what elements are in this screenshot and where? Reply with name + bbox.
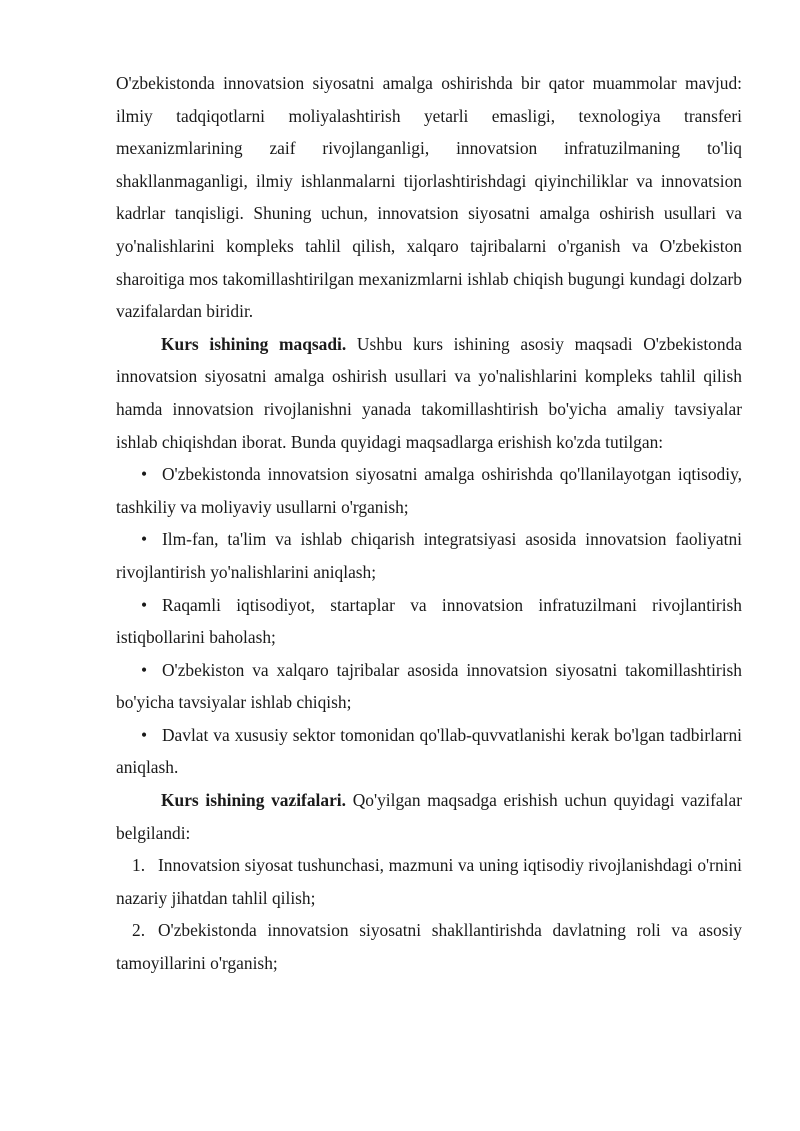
numbered-item <box>116 914 742 979</box>
bullet-icon: • <box>141 724 148 745</box>
item-number: 2. <box>132 920 146 941</box>
numbered-item <box>116 849 742 914</box>
list-item <box>116 719 742 784</box>
numbered-item-text: Innovatsion siyosat tushunchasi, mazmuni va uning iqtisodiy rivojlanishdagi o'rnini nazariy jihatdan tahlil qilish; <box>116 855 742 908</box>
list-item <box>116 523 742 588</box>
goal-text: Ushbu kurs ishining asosiy maqsadi O'zbekistonda innovatsion siyosatni amalga oshirish usullari va yo'nalishlarini kompleks tahlil qilish hamda innovatsion rivojlanishni yanada takomillashtirish bo'yicha amaliy tavsiyalar ishlab chiqishdan iborat. Bunda quyidagi maqsadlarga erishish ko'zda tutilgan: <box>116 333 742 452</box>
tasks-paragraph <box>116 784 742 849</box>
goal-list <box>116 458 742 784</box>
list-item <box>116 589 742 654</box>
list-item <box>116 654 742 719</box>
bullet-icon: • <box>141 659 148 680</box>
bullet-icon: • <box>141 529 148 550</box>
goal-paragraph <box>116 328 742 458</box>
bullet-icon: • <box>141 464 148 485</box>
tasks-list <box>116 849 742 979</box>
goal-heading: Kurs ishining maqsadi. <box>161 333 347 354</box>
list-item-text: Davlat va xususiy sektor tomonidan qo'llab-quvvatlanishi kerak bo'lgan tadbirlarni aniqlash. <box>116 724 742 778</box>
list-item-text: O'zbekiston va xalqaro tajribalar asosida innovatsion siyosatni takomillashtirish bo'yicha tavsiyalar ishlab chiqish; <box>116 659 742 713</box>
item-number: 1. <box>132 855 146 876</box>
list-item-text: Ilm-fan, ta'lim va ishlab chiqarish integratsiyasi asosida innovatsion faoliyatni rivojlantirish yo'nalishlarini aniqlash; <box>116 529 742 582</box>
numbered-item-text: O'zbekistonda innovatsion siyosatni shakllantirishda davlatning roli va asosiy tamoyillarini o'rganish; <box>116 920 742 974</box>
bullet-icon: • <box>141 594 148 615</box>
list-item <box>116 458 742 523</box>
tasks-heading: Kurs ishining vazifalari. <box>161 790 346 811</box>
tasks-text: Qo'yilgan maqsadga erishish uchun quyidagi vazifalar belgilandi: <box>116 790 742 843</box>
intro-paragraph: O'zbekistonda innovatsion siyosatni amalga oshirishda bir qator muammolar mavjud: ilmiy tadqiqotlarni moliyalashtirish yetarli emasligi, texnologiya transferi mexanizmlarining zaif rivojlanganligi, innovatsion infratuzilmaning to'liq shakllanmaganligi, ilmiy ishlanmalarni tijorlashtirishdagi qiyinchiliklar va innovatsion kadrlar tanqisligi. Shuning uchun, innovatsion siyosatni amalga oshirish usullari va yo'nalishlarini kompleks tahlil qilish, xalqaro tajribalarni o'rganish va O'zbekiston sharoitiga mos takomillashtirilgan mexanizmlarni ishlab chiqish bugungi kundagi dolzarb vazifalardan biridir. <box>116 73 742 322</box>
document-page <box>116 67 742 980</box>
list-item-text: Raqamli iqtisodiyot, startaplar va innovatsion infratuzilmani rivojlantirish istiqbollarini baholash; <box>116 594 742 648</box>
list-item-text: O'zbekistonda innovatsion siyosatni amalga oshirishda qo'llanilayotgan iqtisodiy, tashkiliy va moliyaviy usullarni o'rganish; <box>116 464 742 517</box>
